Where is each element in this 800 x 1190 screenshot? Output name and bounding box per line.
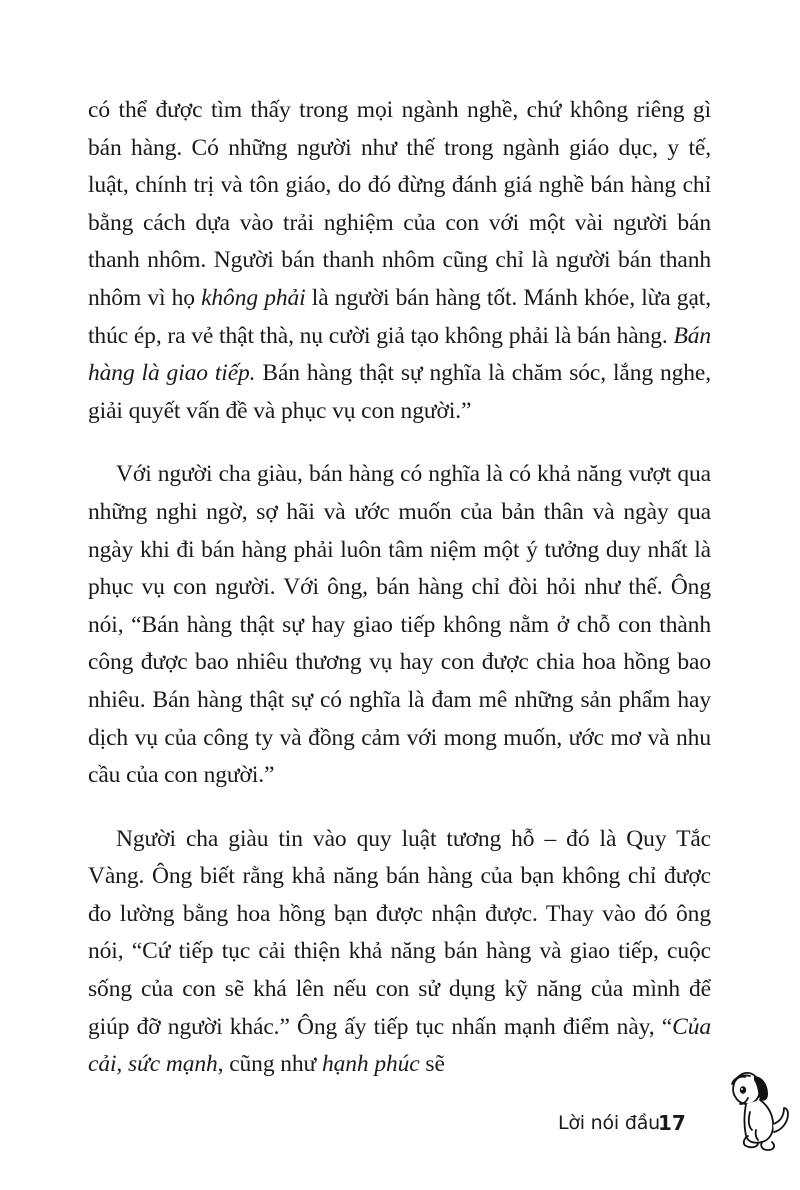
running-footer-section-title: Lời nói đầu <box>557 1112 660 1134</box>
emphasized-text: không phải <box>201 284 306 311</box>
page-body <box>88 92 711 1110</box>
body-text: , cũng như <box>217 1051 322 1078</box>
page-footer <box>0 1112 800 1152</box>
body-text: Người cha giàu tin vào quy luật tương hỗ – đó là Quy Tắc Vàng. Ông biết rằng khả năng bán hàng của bạn không chỉ được đo lường bằng hoa hồng bạn được nhận được. Thay vào đó ông nói, “Cứ tiếp tục cải thiện khả năng bán hàng và giao tiếp, cuộc sống của con sẽ khá lên nếu con sử dụng kỹ năng của mình để giúp đỡ người khác.” Ông ấy tiếp tục nhấn mạnh điểm này, “ <box>88 825 711 1040</box>
body-text: Bán hàng thật sự nghĩa là chăm sóc, lắng nghe, giải quyết vấn đề và phục vụ con người.” <box>88 360 711 424</box>
cartoon-dog-icon <box>718 1064 798 1154</box>
emphasized-text: Của cải, sức mạnh <box>88 1013 711 1078</box>
paragraph-2 <box>88 456 711 794</box>
emphasized-text: hạnh phúc <box>321 1051 420 1078</box>
page-number: 17 <box>658 1111 686 1135</box>
body-text: sẽ <box>419 1051 445 1078</box>
body-text: có thể được tìm thấy trong mọi ngành nghề, chứ không riêng gì bán hàng. Có những người như thế trong ngành giáo dục, y tế, luật, chính trị và tôn giáo, do đó đừng đánh giá nghề bán hàng chỉ bằng cách dựa vào trải nghiệm của con với một vài người bán thanh nhôm. Người bán thanh nhôm cũng chỉ là người bán thanh nhôm vì họ <box>88 97 711 311</box>
paragraph-1 <box>88 92 711 430</box>
emphasized-text: Bán hàng là giao tiếp. <box>88 322 711 387</box>
paragraph-3 <box>88 821 711 1084</box>
body-text: Với người cha giàu, bán hàng có nghĩa là có khả năng vượt qua những nghi ngờ, sợ hãi và ước muốn của bản thân và ngày qua ngày khi đi bán hàng phải luôn tâm niệm một ý tưởng duy nhất là phục vụ con người. Với ông, bán hàng chỉ đòi hỏi như thế. Ông nói, “Bán hàng thật sự hay giao tiếp không nằm ở chỗ con thành công được bao nhiêu thương vụ hay con được chia hoa hồng bao nhiêu. Bán hàng thật sự có nghĩa là đam mê những sản phẩm hay dịch vụ của công ty và đồng cảm với mong muốn, ước mơ và nhu cầu của con người.” <box>88 461 711 789</box>
body-text: là người bán hàng tốt. Mánh khóe, lừa gạt, thúc ép, ra vẻ thật thà, nụ cười giả tạo không phải là bán hàng. <box>88 284 711 349</box>
